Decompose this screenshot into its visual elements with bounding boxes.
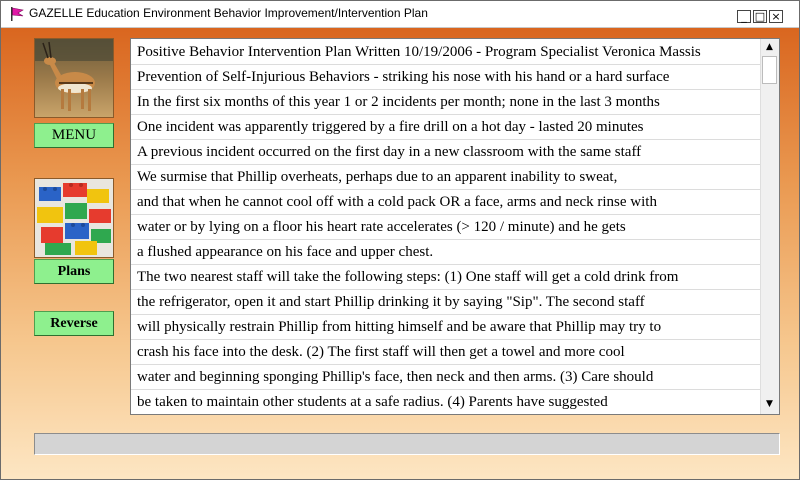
- toy-blocks-icon: [35, 179, 113, 257]
- plan-line: the refrigerator, open it and start Phillip drinking it by saying "Sip". The second staff: [131, 290, 761, 315]
- plan-line: and that when he cannot cool off with a cold pack OR a face, arms and neck rinse with: [131, 190, 761, 215]
- plan-text-panel[interactable]: [130, 38, 780, 415]
- status-bar: [34, 433, 780, 455]
- reverse-button[interactable]: Reverse: [34, 311, 114, 336]
- window-title: GAZELLE Education Environment Behavior Improvement/Intervention Plan: [29, 6, 428, 20]
- scroll-down-icon[interactable]: ▼: [766, 399, 773, 409]
- maximize-button[interactable]: □: [754, 10, 766, 23]
- blocks-image[interactable]: [34, 178, 114, 258]
- gazelle-image[interactable]: [34, 38, 114, 118]
- plan-text-lines: [131, 40, 761, 414]
- plan-line: Prevention of Self-Injurious Behaviors - striking his nose with his hand or a hard surface: [131, 65, 761, 90]
- plan-line: The two nearest staff will take the following steps: (1) One staff will get a cold drink from: [131, 265, 761, 290]
- scroll-up-icon[interactable]: ▲: [766, 42, 773, 52]
- close-button[interactable]: ×: [769, 10, 783, 23]
- minimize-button[interactable]: _: [737, 10, 751, 23]
- menu-button[interactable]: MENU: [34, 123, 114, 148]
- plan-line: water and beginning sponging Phillip's face, then neck and then arms. (3) Care should: [131, 365, 761, 390]
- plan-line: One incident was apparently triggered by a fire drill on a hot day - lasted 20 minutes: [131, 115, 761, 140]
- scroll-thumb[interactable]: [762, 56, 777, 84]
- plan-line: crash his face into the desk. (2) The first staff will then get a towel and more cool: [131, 340, 761, 365]
- plan-line: water or by lying on a floor his heart rate accelerates (> 120 / minute) and he gets: [131, 215, 761, 240]
- plan-line: Positive Behavior Intervention Plan Written 10/19/2006 - Program Specialist Veronica Massis: [131, 40, 761, 65]
- title-bar[interactable]: [1, 1, 799, 28]
- main-area: [1, 28, 799, 479]
- plan-line: A previous incident occurred on the first day in a new classroom with the same staff: [131, 140, 761, 165]
- gazelle-photo-icon: [35, 39, 113, 117]
- app-flag-icon: [9, 7, 25, 21]
- plans-button[interactable]: Plans: [34, 259, 114, 284]
- plan-line: be taken to maintain other students at a safe radius. (4) Parents have suggested: [131, 390, 761, 414]
- plan-line: We surmise that Phillip overheats, perhaps due to an apparent inability to sweat,: [131, 165, 761, 190]
- plan-line: will physically restrain Phillip from hitting himself and be aware that Phillip may try to: [131, 315, 761, 340]
- vertical-scrollbar[interactable]: [760, 39, 779, 414]
- plan-line: a flushed appearance on his face and upper chest.: [131, 240, 761, 265]
- plan-line: In the first six months of this year 1 or 2 incidents per month; none in the last 3 months: [131, 90, 761, 115]
